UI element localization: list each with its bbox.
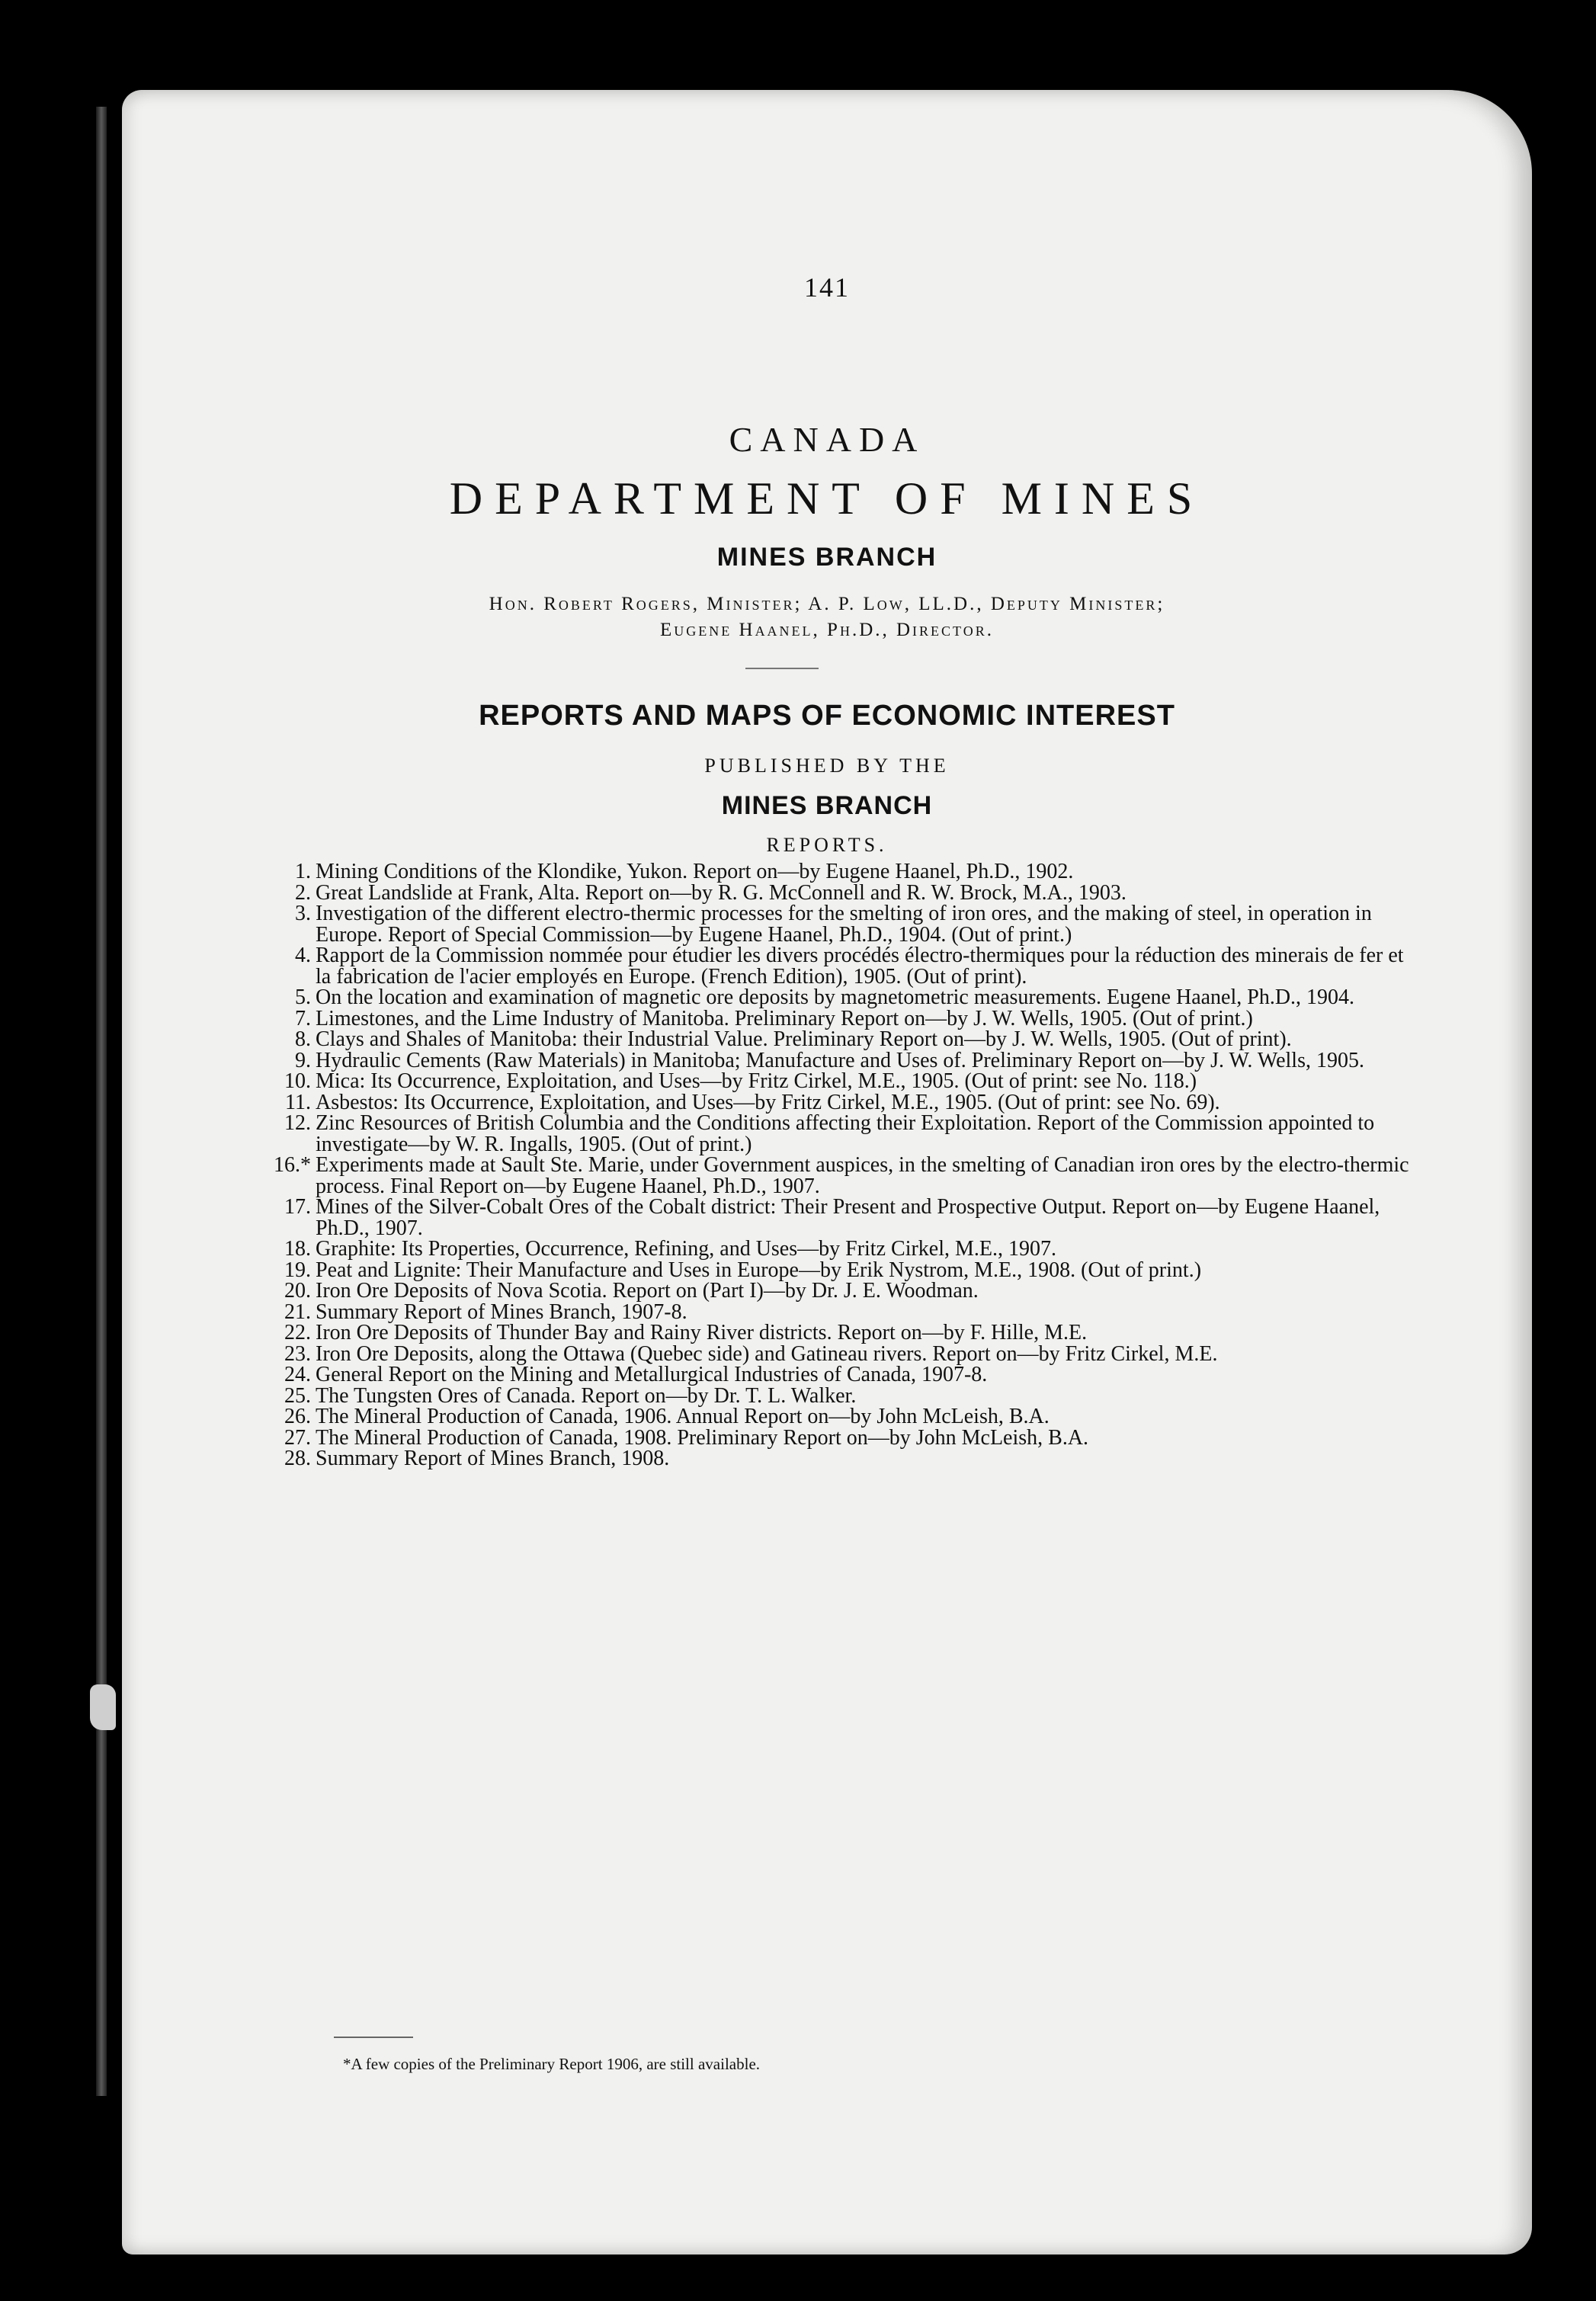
report-number: 17. — [284, 1195, 311, 1219]
report-text: Limestones, and the Lime Industry of Manitoba. Preliminary Report on—by J. W. Wells, 1905. (Out of print.) — [316, 1006, 1253, 1030]
report-text: Peat and Lignite: Their Manufacture and Uses in Europe—by Erik Nystrom, M.E., 1908. (Out of print.) — [316, 1258, 1202, 1282]
report-number: 24. — [284, 1363, 311, 1386]
report-number: 16.* — [274, 1153, 311, 1177]
report-item — [271, 1197, 1415, 1239]
report-item — [271, 861, 1415, 883]
footnote-rule — [334, 2037, 413, 2038]
report-item — [271, 903, 1415, 945]
footnote: *A few copies of the Preliminary Report 1906, are still available. — [343, 2055, 761, 2073]
report-text: The Mineral Production of Canada, 1906. Annual Report on—by John McLeish, B.A. — [316, 1405, 1050, 1428]
report-text: Summary Report of Mines Branch, 1908. — [316, 1447, 670, 1470]
report-text: Iron Ore Deposits of Nova Scotia. Report on (Part I)—by Dr. J. E. Woodman. — [316, 1279, 979, 1303]
report-number: 23. — [284, 1341, 311, 1366]
report-item — [271, 1425, 1415, 1450]
report-number: 26. — [284, 1405, 311, 1428]
report-text: Graphite: Its Properties, Occurrence, Refining, and Uses—by Fritz Cirkel, M.E., 1907. — [316, 1237, 1057, 1261]
report-number: 9. — [295, 1048, 311, 1072]
report-text: Investigation of the different electro-thermic processes for the smelting of iron ores, and the making of steel, in operation in Europe. Report of Special Commission—by Eugene Haanel, Ph.D., 1904. (Out of print.) — [316, 902, 1372, 947]
report-text: General Report on the Mining and Metallurgical Industries of Canada, 1907-8. — [316, 1363, 988, 1386]
report-item — [271, 1092, 1415, 1114]
report-item — [271, 945, 1415, 987]
report-text: Great Landslide at Frank, Alta. Report on—by R. G. McConnell and R. W. Brock, M.A., 1903. — [316, 880, 1126, 905]
report-item — [271, 1008, 1415, 1030]
branch-heading: MINES BRANCH — [716, 543, 937, 572]
report-text: Mining Conditions of the Klondike, Yukon. Report on—by Eugene Haanel, Ph.D., 1902. — [316, 860, 1074, 883]
report-item — [271, 1341, 1415, 1366]
reports-subheading: REPORTS. — [766, 834, 888, 856]
report-number: 8. — [295, 1027, 311, 1051]
report-item — [271, 1029, 1415, 1050]
report-number: 3. — [295, 902, 311, 925]
report-item — [271, 1050, 1415, 1072]
country-heading: CANADA — [729, 420, 925, 459]
report-number: 2. — [295, 880, 311, 905]
reports-list — [271, 861, 1415, 1469]
report-number: 11. — [285, 1090, 311, 1114]
report-item — [271, 1280, 1415, 1302]
report-number: 22. — [284, 1321, 311, 1344]
report-item — [271, 1322, 1415, 1344]
book-spine-edge — [96, 107, 107, 2096]
report-number: 1. — [295, 860, 311, 883]
report-number: 20. — [284, 1279, 311, 1303]
report-number: 12. — [284, 1111, 311, 1135]
report-text: On the location and examination of magnetic ore deposits by magnetometric measurements. Eugene Haanel, Ph.D., 1904. — [316, 985, 1355, 1009]
report-item — [271, 1383, 1415, 1408]
report-number: 21. — [284, 1300, 311, 1324]
report-text: Summary Report of Mines Branch, 1907-8. — [316, 1300, 687, 1324]
report-text: Mica: Its Occurrence, Exploitation, and Uses—by Fritz Cirkel, M.E., 1905. (Out of print: see No. 118.) — [316, 1069, 1197, 1093]
report-item — [271, 1302, 1415, 1323]
page-number: 141 — [804, 272, 850, 303]
report-number: 19. — [284, 1258, 311, 1282]
officials-block — [122, 591, 1532, 643]
section-title: REPORTS AND MAPS OF ECONOMIC INTEREST — [479, 700, 1175, 732]
binding-mark — [90, 1684, 116, 1730]
report-number: 7. — [295, 1006, 311, 1030]
report-number: 18. — [284, 1237, 311, 1261]
divider — [745, 668, 819, 669]
report-item — [271, 880, 1415, 905]
officials-line: Eugene Haanel, Ph.D., Director. — [660, 620, 994, 640]
report-item — [271, 1260, 1415, 1281]
report-item — [271, 1364, 1415, 1386]
report-item — [271, 1406, 1415, 1428]
report-text: The Tungsten Ores of Canada. Report on—by Dr. T. L. Walker. — [316, 1383, 857, 1408]
scanned-page — [122, 90, 1532, 2255]
report-item — [271, 1239, 1415, 1260]
published-by: PUBLISHED BY THE — [704, 755, 950, 777]
report-item — [271, 1071, 1415, 1092]
report-text: Rapport de la Commission nommée pour étudier les divers procédés électro-thermiques pour la réduction des minerais de fer et la fabrication de l'acier employés en Europe. (French Edition), 1905. (Out of print). — [316, 944, 1404, 989]
report-text: Zinc Resources of British Columbia and the Conditions affecting their Exploitation. Report of the Commission appointed to investigate—by W. R. Ingalls, 1905. (Out of print.) — [316, 1111, 1375, 1156]
officials-line: Hon. Robert Rogers, Minister; A. P. Low, LL.D., Deputy Minister; — [489, 594, 1165, 614]
report-text: Iron Ore Deposits of Thunder Bay and Rainy River districts. Report on—by F. Hille, M.E. — [316, 1321, 1088, 1344]
report-text: Clays and Shales of Manitoba: their Industrial Value. Preliminary Report on—by J. W. Wells, 1905. (Out of print). — [316, 1027, 1292, 1051]
report-item — [271, 1113, 1415, 1155]
report-number: 5. — [295, 985, 311, 1009]
report-number: 10. — [284, 1069, 311, 1093]
department-heading: DEPARTMENT OF MINES — [449, 473, 1205, 524]
report-item — [271, 987, 1415, 1008]
report-number: 25. — [284, 1383, 311, 1408]
report-number: 28. — [284, 1447, 311, 1470]
report-item — [271, 1448, 1415, 1469]
report-text: Iron Ore Deposits, along the Ottawa (Quebec side) and Gatineau rivers. Report on—by Fritz Cirkel, M.E. — [316, 1341, 1218, 1366]
report-item — [271, 1155, 1415, 1197]
report-text: Mines of the Silver-Cobalt Ores of the Cobalt district: Their Present and Prospective Output. Report on—by Eugene Haanel, Ph.D., 1907. — [316, 1195, 1380, 1240]
publisher-name: MINES BRANCH — [721, 791, 933, 820]
report-text: Experiments made at Sault Ste. Marie, under Government auspices, in the smelting of Canadian iron ores by the electro-thermic process. Final Report on—by Eugene Haanel, Ph.D., 1907. — [316, 1153, 1409, 1198]
report-number: 4. — [295, 944, 311, 967]
report-number: 27. — [284, 1425, 311, 1450]
report-text: The Mineral Production of Canada, 1908. Preliminary Report on—by John McLeish, B.A. — [316, 1425, 1089, 1450]
report-text: Asbestos: Its Occurrence, Exploitation, and Uses—by Fritz Cirkel, M.E., 1905. (Out of print: see No. 69). — [316, 1090, 1220, 1114]
report-text: Hydraulic Cements (Raw Materials) in Manitoba; Manufacture and Uses of. Preliminary Report on—by J. W. Wells, 1905. — [316, 1048, 1364, 1072]
